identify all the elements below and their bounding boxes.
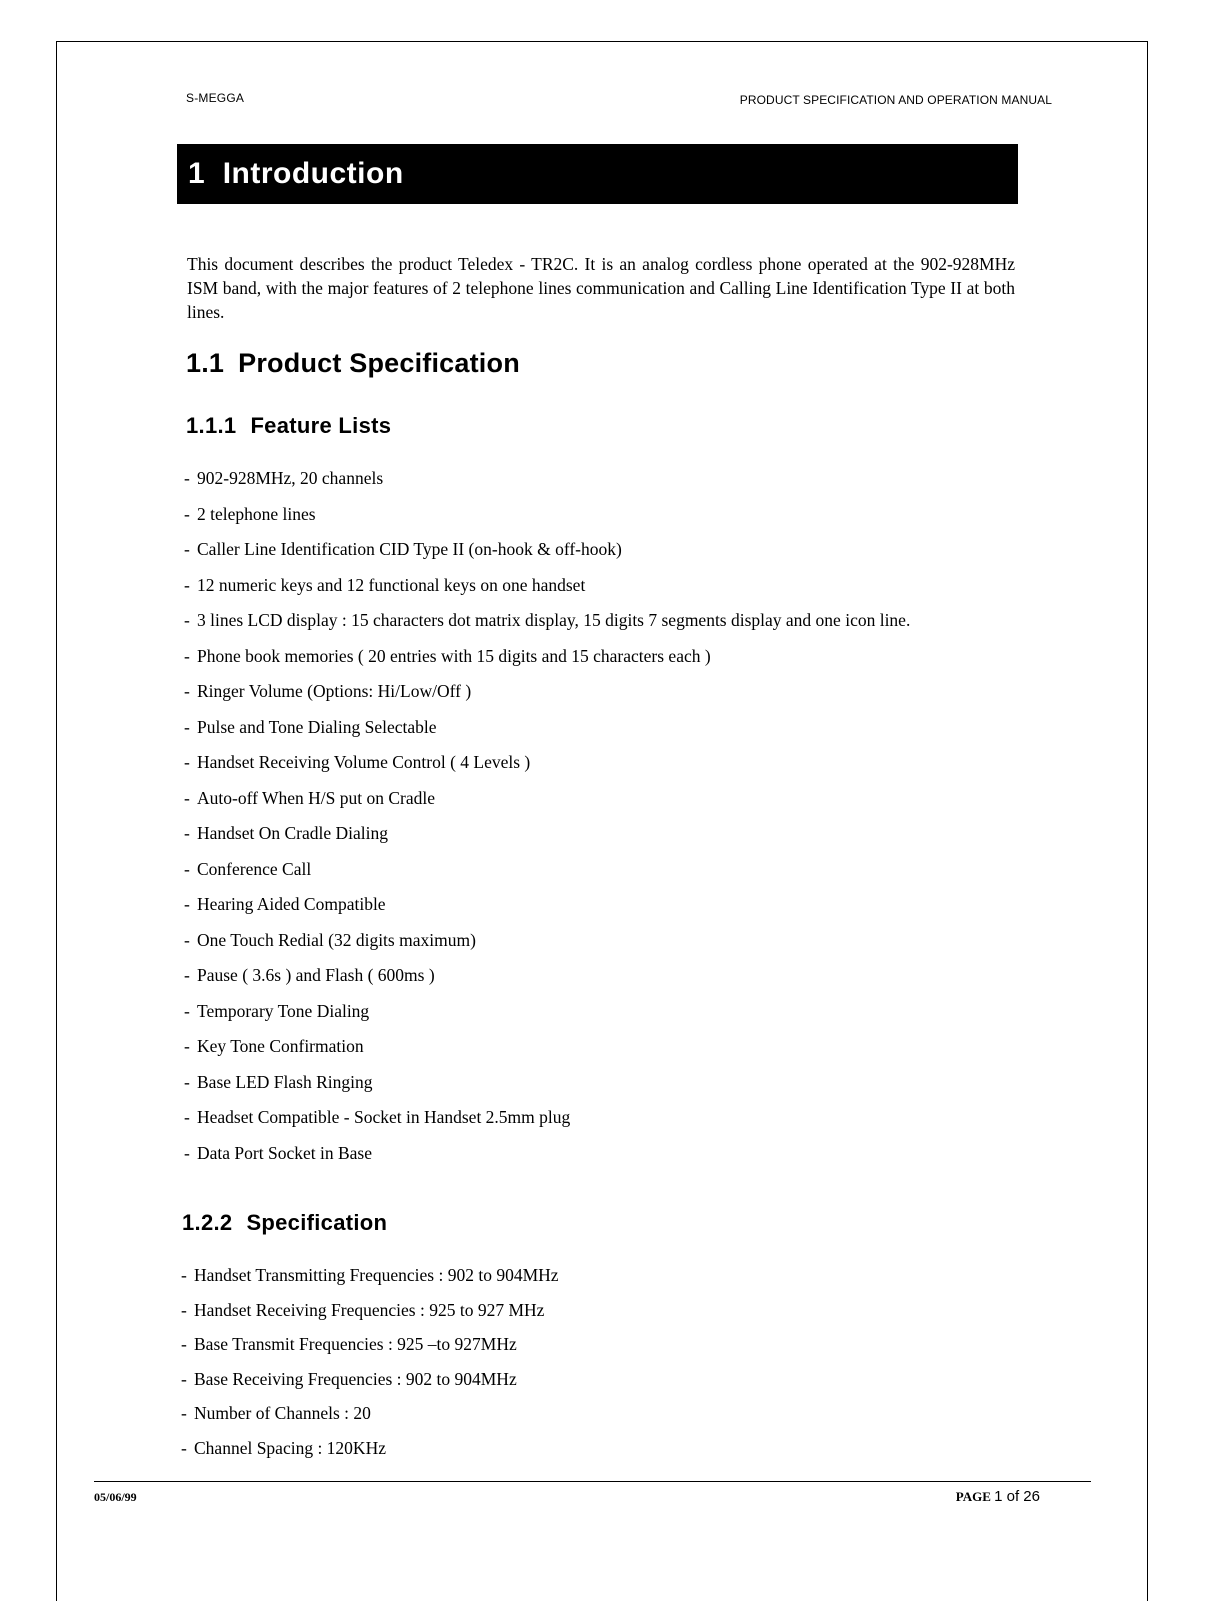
footer-page-number xyxy=(956,1488,1040,1505)
header-company: S-MEGGA xyxy=(186,91,245,105)
list-item: - 2 telephone lines xyxy=(184,503,316,524)
list-item: - 12 numeric keys and 12 functional keys on one handset xyxy=(184,574,586,595)
list-item: - Base Transmit Frequencies : 925 –to 927MHz xyxy=(181,1334,517,1354)
list-item: - Handset Transmitting Frequencies : 902 to 904MHz xyxy=(181,1265,559,1285)
specification-title: Specification xyxy=(246,1210,388,1235)
list-item: - Temporary Tone Dialing xyxy=(184,1000,370,1021)
feature-lists-number: 1.1.1 xyxy=(186,413,237,438)
list-item: - Handset Receiving Frequencies : 925 to 927 MHz xyxy=(181,1299,545,1320)
specification-heading xyxy=(182,1210,387,1236)
list-item: - Headset Compatible - Socket in Handset 2.5mm plug xyxy=(184,1107,571,1127)
feature-lists-title: Feature Lists xyxy=(250,413,392,438)
footer-rule xyxy=(94,1481,1091,1482)
page-label: PAGE xyxy=(955,1489,991,1504)
section-title: Product Specification xyxy=(238,348,520,378)
list-item: - Pulse and Tone Dialing Selectable xyxy=(184,716,437,737)
list-item: - Number of Channels : 20 xyxy=(181,1403,371,1423)
list-item: - Phone book memories ( 20 entries with 15 digits and 15 characters each ) xyxy=(184,645,711,666)
list-item: - One Touch Redial (32 digits maximum) xyxy=(184,929,476,950)
header-document-title: PRODUCT SPECIFICATION AND OPERATION MANUAL xyxy=(739,93,1052,107)
chapter-heading xyxy=(177,144,1018,204)
list-item: - Key Tone Confirmation xyxy=(184,1036,364,1056)
list-item: - Handset On Cradle Dialing xyxy=(184,823,388,843)
list-item: - Conference Call xyxy=(184,858,312,879)
list-item: - Auto-off When H/S put on Cradle xyxy=(184,787,436,808)
intro-paragraph: This document describes the product Teledex - TR2C. It is an analog cordless phone operated at the 902-928MHz ISM band, with the major features of 2 telephone lines communication and Calling Line Identification Type II at both lines. xyxy=(187,254,1015,322)
list-item: - 902-928MHz, 20 channels xyxy=(184,468,384,488)
list-item: - Caller Line Identification CID Type II (on-hook & off-hook) xyxy=(184,539,622,559)
list-item: - Channel Spacing : 120KHz xyxy=(181,1437,386,1458)
chapter-title: Introduction xyxy=(222,157,404,190)
specification-number: 1.2.2 xyxy=(182,1210,233,1235)
list-item: - Hearing Aided Compatible xyxy=(184,894,386,914)
list-item: - Handset Receiving Volume Control ( 4 Levels ) xyxy=(184,752,531,772)
footer-date: 05/06/99 xyxy=(94,1490,137,1504)
list-item: - Pause ( 3.6s ) and Flash ( 600ms ) xyxy=(184,965,435,985)
section-number: 1.1 xyxy=(186,348,225,378)
page-count: 1 of 26 xyxy=(994,1488,1040,1505)
list-item: - Data Port Socket in Base xyxy=(184,1142,372,1163)
list-item: - 3 lines LCD display : 15 characters dot matrix display, 15 digits 7 segments display and one icon line. xyxy=(184,610,911,630)
list-item: - Base Receiving Frequencies : 902 to 904MHz xyxy=(181,1368,517,1389)
list-item: - Base LED Flash Ringing xyxy=(184,1071,373,1092)
list-item: - Ringer Volume (Options: Hi/Low/Off ) xyxy=(184,681,472,701)
section-heading xyxy=(186,348,520,379)
feature-lists-heading xyxy=(186,413,391,439)
chapter-number: 1 xyxy=(188,157,205,190)
